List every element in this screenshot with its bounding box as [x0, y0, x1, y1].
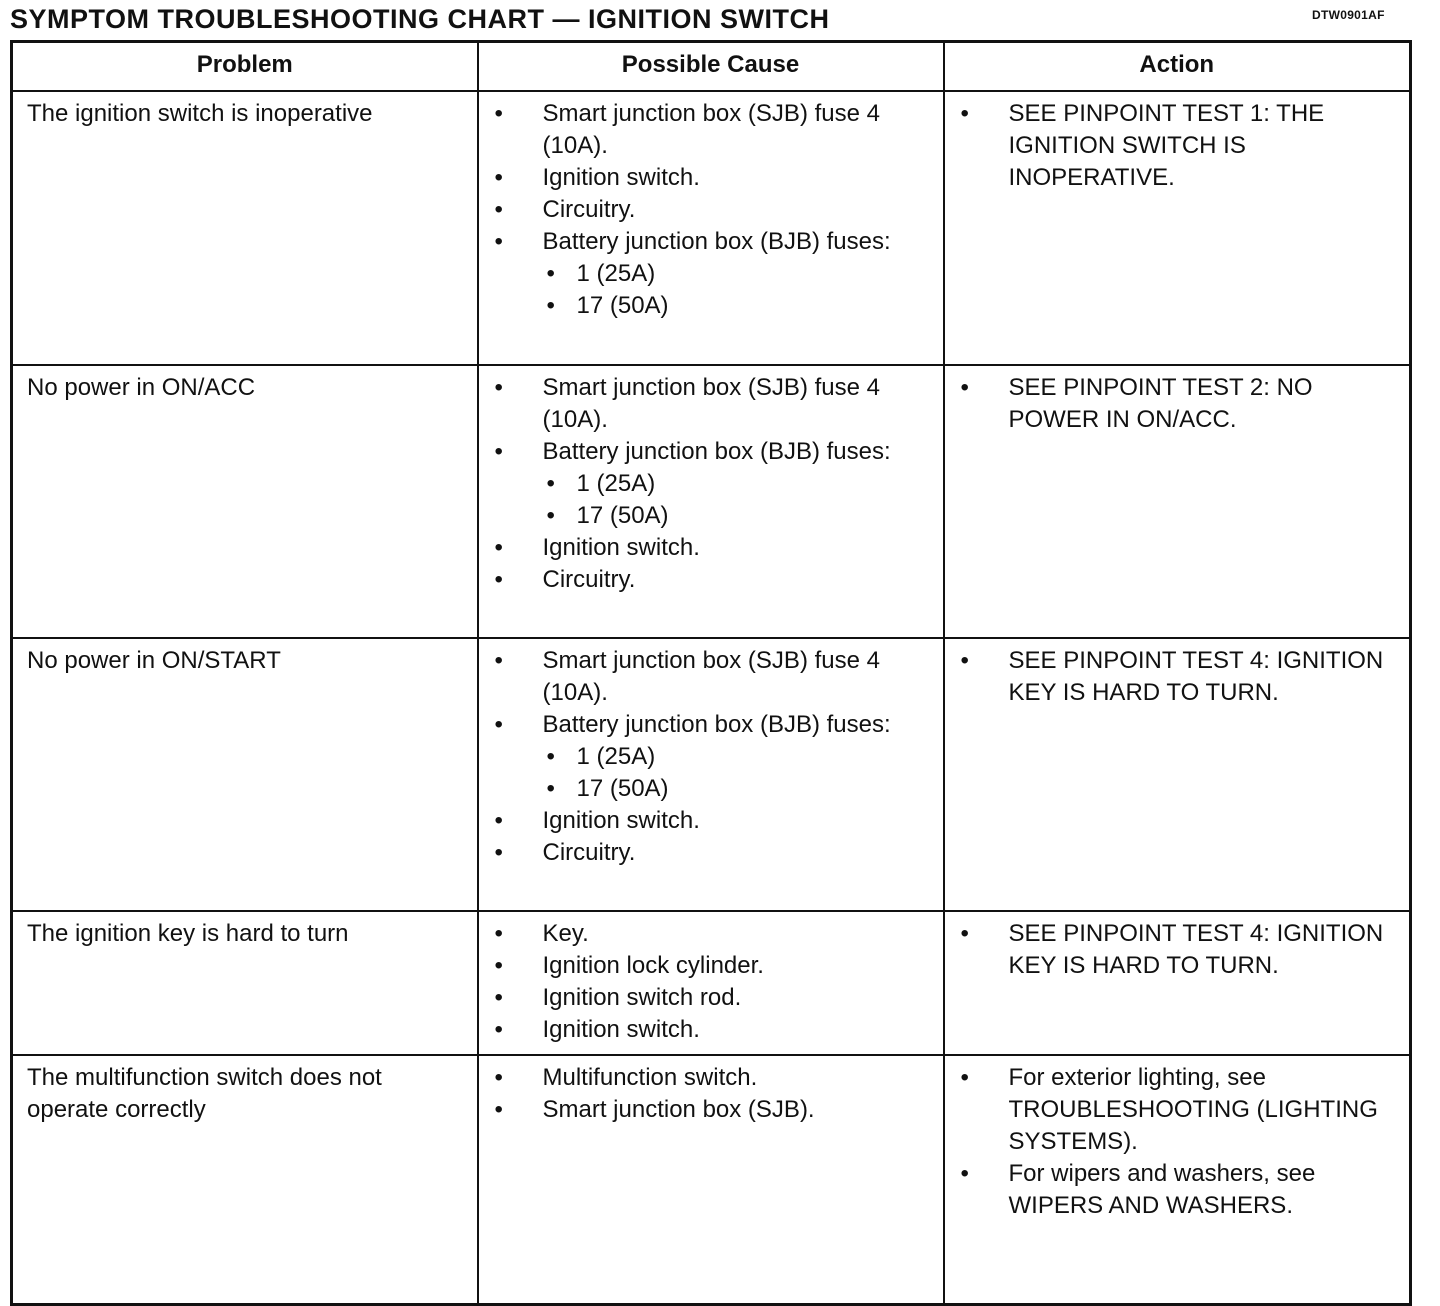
- problem-cell: The ignition key is hard to turn: [12, 911, 478, 1055]
- cause-item: • Circuitry.: [493, 564, 931, 596]
- table-row: [12, 91, 1411, 365]
- fuse-list: [543, 741, 931, 805]
- troubleshooting-table: [10, 40, 1412, 1306]
- table-row: [12, 911, 1411, 1055]
- cause-list: [493, 918, 931, 1046]
- fuse-item: • 17 (50A): [543, 773, 931, 805]
- column-header-action: Action: [944, 42, 1411, 91]
- column-header-problem: Problem: [12, 42, 478, 91]
- cause-item-text: Battery junction box (BJB) fuses:: [542, 227, 891, 255]
- action-cell: [944, 1055, 1411, 1305]
- action-cell: [944, 365, 1411, 638]
- possible-cause-cell: [478, 1055, 944, 1305]
- problem-cell: No power in ON/ACC: [12, 365, 478, 638]
- cause-item: • Ignition switch.: [493, 1014, 931, 1046]
- cause-item: • Smart junction box (SJB) fuse 4 (10A).: [493, 372, 931, 436]
- cause-list: [493, 1062, 931, 1126]
- action-cell: [944, 91, 1411, 365]
- fuse-list: [543, 468, 931, 532]
- cause-list: [493, 372, 931, 596]
- table-row: [12, 1055, 1411, 1305]
- possible-cause-cell: [478, 638, 944, 911]
- cause-item: [493, 226, 931, 322]
- cause-item: • Ignition switch.: [493, 162, 931, 194]
- cause-item-text: Battery junction box (BJB) fuses:: [542, 710, 891, 738]
- cause-item: • Multifunction switch.: [493, 1062, 931, 1094]
- action-cell: [944, 638, 1411, 911]
- action-list: [959, 645, 1398, 709]
- cause-item: • Key.: [493, 918, 931, 950]
- fuse-item: • 1 (25A): [543, 468, 931, 500]
- action-item: • For wipers and washers, see WIPERS AND WASHERS.: [959, 1158, 1398, 1222]
- action-item: • SEE PINPOINT TEST 4: IGNITION KEY IS HARD TO TURN.: [959, 918, 1398, 982]
- action-item: • For exterior lighting, see TROUBLESHOOTING (LIGHTING SYSTEMS).: [959, 1062, 1398, 1158]
- possible-cause-cell: [478, 911, 944, 1055]
- document-id: DTW0901AF: [1312, 8, 1385, 22]
- action-list: [959, 918, 1398, 982]
- fuse-item: • 1 (25A): [543, 741, 931, 773]
- table-row: [12, 365, 1411, 638]
- cause-item: • Smart junction box (SJB) fuse 4 (10A).: [493, 645, 931, 709]
- chart-title: SYMPTOM TROUBLESHOOTING CHART — IGNITION SWITCH: [10, 4, 830, 34]
- cause-item-text: Battery junction box (BJB) fuses:: [542, 437, 891, 465]
- problem-cell: The multifunction switch does not operate correctly: [12, 1055, 478, 1305]
- action-item: • SEE PINPOINT TEST 1: THE IGNITION SWITCH IS INOPERATIVE.: [959, 98, 1398, 194]
- cause-item: [493, 709, 931, 805]
- fuse-item: • 17 (50A): [543, 290, 931, 322]
- problem-cell: The ignition switch is inoperative: [12, 91, 478, 365]
- column-header-possible-cause: Possible Cause: [478, 42, 944, 91]
- cause-item: [493, 436, 931, 532]
- table-row: [12, 638, 1411, 911]
- possible-cause-cell: [478, 91, 944, 365]
- action-item: • SEE PINPOINT TEST 4: IGNITION KEY IS HARD TO TURN.: [959, 645, 1398, 709]
- possible-cause-cell: [478, 365, 944, 638]
- action-list: [959, 98, 1398, 194]
- action-item: • SEE PINPOINT TEST 2: NO POWER IN ON/ACC.: [959, 372, 1398, 436]
- cause-list: [493, 98, 931, 322]
- fuse-item: • 17 (50A): [543, 500, 931, 532]
- cause-item: • Smart junction box (SJB).: [493, 1094, 931, 1126]
- action-list: [959, 1062, 1398, 1222]
- table-header-row: [12, 42, 1411, 91]
- cause-list: [493, 645, 931, 869]
- cause-item: • Smart junction box (SJB) fuse 4 (10A).: [493, 98, 931, 162]
- problem-cell: No power in ON/START: [12, 638, 478, 911]
- cause-item: • Ignition lock cylinder.: [493, 950, 931, 982]
- action-list: [959, 372, 1398, 436]
- cause-item: • Ignition switch.: [493, 805, 931, 837]
- fuse-list: [543, 258, 931, 322]
- cause-item: • Circuitry.: [493, 194, 931, 226]
- cause-item: • Circuitry.: [493, 837, 931, 869]
- fuse-item: • 1 (25A): [543, 258, 931, 290]
- cause-item: • Ignition switch.: [493, 532, 931, 564]
- action-cell: [944, 911, 1411, 1055]
- cause-item: • Ignition switch rod.: [493, 982, 931, 1014]
